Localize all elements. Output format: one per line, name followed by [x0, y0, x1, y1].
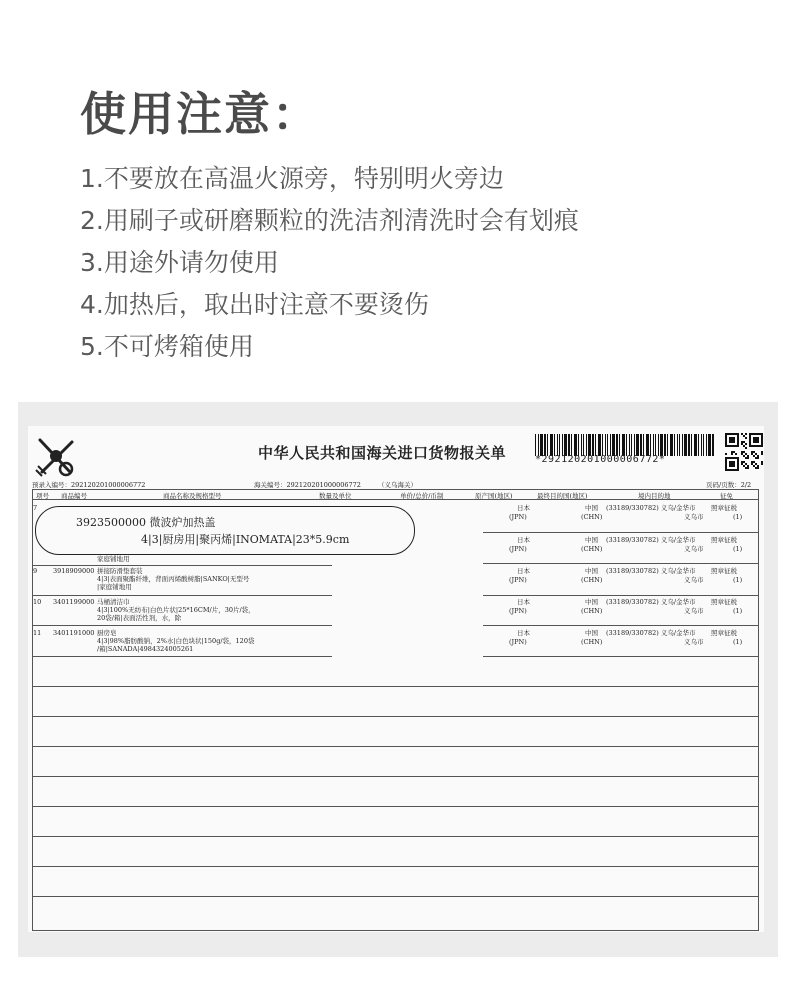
row-domestic-city: 义乌市 — [684, 513, 704, 521]
row-description: 4|3|100%无纺布|白色片状|25*16CM/片，30片/袋， — [97, 606, 255, 614]
row-description: 拼接防滑垫套装 — [97, 567, 143, 575]
row-domestic: (33189/330782) 义乌/金华市 — [606, 567, 696, 575]
row-description: 家庭铺地用 — [97, 555, 130, 563]
row-levy-code: (1) — [733, 513, 743, 521]
row-levy-code: (1) — [733, 638, 743, 646]
row-description: 4|3|表面聚酯纤维，背面丙烯酸树脂|SANKO|无型号 — [97, 575, 250, 583]
row-description: 马桶清洁巾 — [97, 598, 130, 606]
row-description: 4|3|98%脂肪酸钠，2%水|白色块状|150g/袋，120袋 — [97, 637, 255, 645]
notice-item: 2.用刷子或研磨颗粒的洗洁剂清洗时会有划痕 — [80, 206, 579, 235]
row-domestic-city: 义乌市 — [684, 545, 704, 553]
row-levy: 照章征税 — [711, 598, 737, 606]
row-origin: 日本 — [517, 567, 530, 575]
notice-item: 3.用途外请勿使用 — [80, 248, 279, 277]
row-destination-code: (CHN) — [581, 576, 603, 584]
row-origin-code: (JPN) — [509, 607, 527, 615]
notice-item: 4.加热后，取出时注意不要烫伤 — [80, 290, 429, 319]
row-item-no: 7 — [33, 504, 38, 512]
row-item-no: 11 — [33, 629, 42, 637]
header-origin: 原产国(地区) — [475, 492, 513, 500]
row-destination-code: (CHN) — [581, 607, 603, 615]
row-destination: 中国 — [585, 629, 598, 637]
notice-item: 1.不要放在高温火源旁，特别明火旁边 — [80, 164, 504, 193]
highlighted-item-spec: 4|3|厨房用|聚丙烯|INOMATA|23*5.9cm — [141, 533, 350, 546]
row-destination: 中国 — [585, 598, 598, 606]
row-description: 厨房皂 — [97, 629, 117, 637]
header-price: 单价/总价/币制 — [400, 492, 444, 500]
row-domestic-city: 义乌市 — [684, 607, 704, 615]
pre-entry-number: 预录入编号：292120201000006772 — [32, 481, 146, 489]
notice-item: 5.不可烤箱使用 — [80, 332, 254, 361]
row-destination: 中国 — [585, 504, 598, 512]
row-origin: 日本 — [517, 629, 530, 637]
row-item-no: 10 — [33, 598, 42, 606]
header-code: 商品编号 — [61, 492, 87, 500]
row-origin: 日本 — [517, 504, 530, 512]
row-levy-code: (1) — [733, 545, 743, 553]
row-destination: 中国 — [585, 567, 598, 575]
row-origin-code: (JPN) — [509, 545, 527, 553]
row-code: 3401191000 — [53, 629, 95, 637]
row-levy-code: (1) — [733, 576, 743, 584]
row-domestic: (33189/330782) 义乌/金华市 — [606, 629, 696, 637]
customs-declaration-sheet — [28, 426, 764, 932]
row-origin: 日本 — [517, 598, 530, 606]
row-levy: 照章征税 — [711, 504, 737, 512]
row-domestic: (33189/330782) 义乌/金华市 — [606, 598, 696, 606]
document-title: 中华人民共和国海关进口货物报关单 — [258, 444, 507, 462]
barcode-number: *292120201000006772* — [535, 454, 666, 465]
row-origin-code: (JPN) — [509, 638, 527, 646]
notice-list — [80, 158, 579, 368]
row-item-no: 9 — [33, 567, 38, 575]
header-name: 商品名称及规格型号 — [163, 492, 222, 500]
row-domestic: (33189/330782) 义乌/金华市 — [606, 536, 696, 544]
row-origin-code: (JPN) — [509, 513, 527, 521]
row-levy: 照章征税 — [711, 629, 737, 637]
row-destination-code: (CHN) — [581, 545, 603, 553]
row-code: 3918909000 — [53, 567, 95, 575]
qr-code-icon — [725, 433, 763, 471]
row-levy-code: (1) — [733, 607, 743, 615]
page-number: 页码/页数：2/2 — [706, 481, 752, 489]
highlighted-item-name: 3923500000 微波炉加热盖 — [76, 516, 216, 529]
row-code: 3401199000 — [53, 598, 95, 606]
header-destination: 最终目的国(地区) — [537, 492, 588, 500]
row-description: /箱|SANADA|4984324005261 — [97, 645, 194, 653]
row-origin-code: (JPN) — [509, 576, 527, 584]
customs-port: （义乌海关） — [378, 481, 417, 489]
notice-title: 使用注意： — [80, 87, 320, 141]
row-destination-code: (CHN) — [581, 638, 603, 646]
row-levy: 照章征税 — [711, 536, 737, 544]
row-description: 20袋/箱|表面活性剂，水，除 — [97, 614, 182, 622]
header-domestic: 境内目的地 — [638, 492, 671, 500]
row-levy: 照章征税 — [711, 567, 737, 575]
row-domestic: (33189/330782) 义乌/金华市 — [606, 504, 696, 512]
customs-number: 海关编号：292120201000006772 — [254, 481, 361, 489]
header-item-no: 项号 — [36, 492, 49, 500]
barcode-icon — [535, 434, 717, 456]
row-domestic-city: 义乌市 — [684, 638, 704, 646]
customs-emblem-icon — [34, 436, 78, 478]
row-destination: 中国 — [585, 536, 598, 544]
header-levy: 征免 — [720, 492, 733, 500]
row-description: |家庭铺地用 — [97, 583, 132, 591]
row-origin: 日本 — [517, 536, 530, 544]
row-domestic-city: 义乌市 — [684, 576, 704, 584]
row-destination-code: (CHN) — [581, 513, 603, 521]
header-qty: 数量及单位 — [319, 492, 352, 500]
